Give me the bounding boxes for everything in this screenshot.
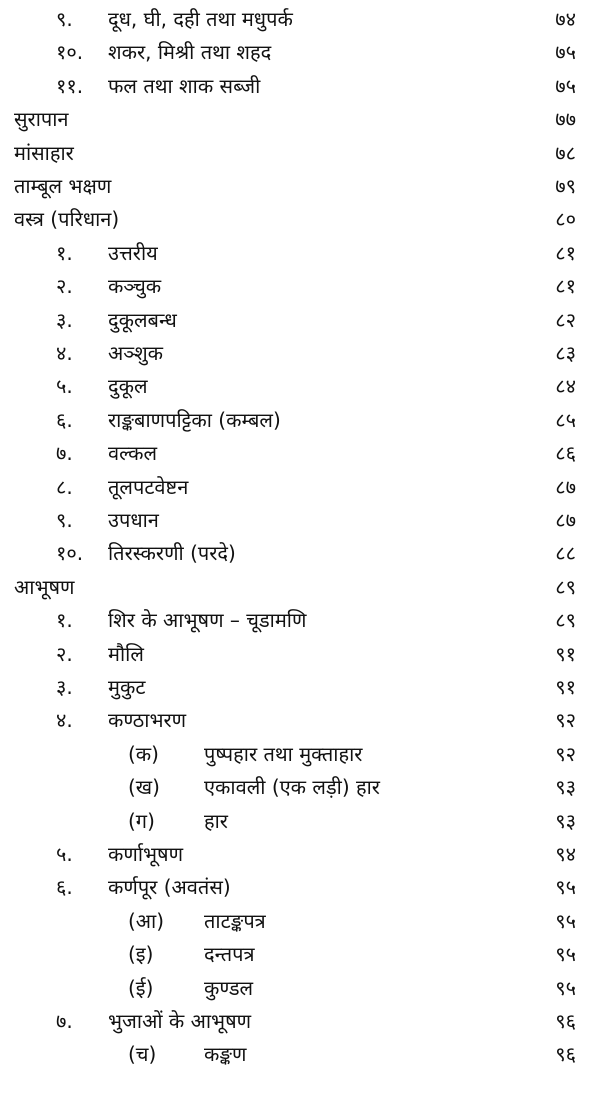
entry-page-number: ९६ bbox=[555, 1009, 576, 1033]
toc-entry bbox=[0, 237, 600, 270]
entry-number: ६. bbox=[56, 875, 73, 900]
toc-entry bbox=[0, 1038, 600, 1071]
entry-title: तिरस्करणी (परदे) bbox=[108, 541, 236, 566]
entry-number: ९. bbox=[56, 7, 73, 31]
toc-entry bbox=[0, 437, 600, 470]
entry-title: शिर के आभूषण – चूडामणि bbox=[108, 608, 307, 633]
entry-page-number: ८१ bbox=[555, 274, 576, 299]
entry-sub-label: (ख) bbox=[128, 775, 160, 800]
entry-title: कञ्चुक bbox=[108, 274, 162, 299]
entry-title: हार bbox=[204, 808, 228, 833]
entry-page-number: ७८ bbox=[555, 140, 576, 165]
toc-entry bbox=[0, 938, 600, 971]
entry-page-number: ८७ bbox=[555, 508, 576, 532]
entry-page-number: ७५ bbox=[555, 40, 576, 65]
toc-entry bbox=[0, 972, 600, 1005]
entry-page-number: ८३ bbox=[555, 341, 576, 365]
toc-entry bbox=[0, 571, 600, 604]
entry-page-number: ८९ bbox=[555, 574, 576, 599]
entry-page-number: ७७ bbox=[555, 107, 576, 132]
toc-entry bbox=[0, 638, 600, 671]
toc-entry bbox=[0, 871, 600, 904]
entry-title: सुरापान bbox=[14, 107, 69, 132]
entry-title: फल तथा शाक सब्जी bbox=[108, 73, 261, 98]
toc-entry bbox=[0, 103, 600, 136]
entry-number: ६. bbox=[56, 407, 73, 432]
entry-page-number: ८४ bbox=[555, 374, 576, 399]
entry-page-number: ८९ bbox=[555, 608, 576, 633]
toc-entry bbox=[0, 838, 600, 871]
toc-entry bbox=[0, 504, 600, 537]
entry-number: २. bbox=[56, 641, 73, 666]
entry-page-number: ९१ bbox=[555, 675, 576, 699]
entry-number: १. bbox=[56, 240, 73, 265]
toc-entry bbox=[0, 270, 600, 303]
toc-entry bbox=[0, 471, 600, 504]
entry-number: ७. bbox=[56, 441, 73, 466]
entry-sub-label: (ई) bbox=[128, 975, 154, 1000]
toc-entry bbox=[0, 370, 600, 403]
entry-number: ५. bbox=[56, 374, 73, 399]
toc-entry bbox=[0, 905, 600, 938]
entry-number: ३. bbox=[56, 307, 73, 332]
entry-page-number: ९३ bbox=[555, 775, 576, 800]
toc-entry bbox=[0, 170, 600, 203]
entry-title: दन्तपत्र bbox=[204, 942, 255, 967]
entry-page-number: ९६ bbox=[555, 1042, 576, 1067]
toc-entry bbox=[0, 738, 600, 771]
entry-number: ४. bbox=[56, 341, 73, 365]
entry-page-number: ७५ bbox=[555, 73, 576, 98]
entry-page-number: ९२ bbox=[555, 741, 576, 766]
toc-entry bbox=[0, 203, 600, 236]
entry-title: वस्त्र (परिधान) bbox=[14, 207, 120, 232]
entry-page-number: ८८ bbox=[555, 541, 576, 566]
entry-number: ५. bbox=[56, 842, 73, 866]
entry-page-number: ८२ bbox=[555, 307, 576, 332]
toc-entry bbox=[0, 137, 600, 170]
entry-number: ७. bbox=[56, 1009, 73, 1033]
entry-title: राङ्कबाणपट्टिका (कम्बल) bbox=[108, 407, 281, 432]
entry-title: वल्कल bbox=[108, 441, 158, 466]
entry-title: तूलपटवेष्टन bbox=[108, 474, 189, 499]
entry-page-number: ८५ bbox=[555, 407, 576, 432]
toc-entry bbox=[0, 70, 600, 103]
entry-title: पुष्पहार तथा मुक्ताहार bbox=[204, 741, 363, 766]
entry-sub-label: (च) bbox=[128, 1042, 157, 1067]
entry-sub-label: (ग) bbox=[128, 808, 155, 833]
entry-title: मौलि bbox=[108, 641, 144, 666]
entry-page-number: ८० bbox=[555, 207, 576, 232]
entry-page-number: ७९ bbox=[555, 174, 576, 198]
entry-title: ताम्बूल भक्षण bbox=[14, 174, 112, 198]
entry-number: २. bbox=[56, 274, 73, 299]
entry-page-number: ८६ bbox=[555, 441, 576, 466]
toc-entry bbox=[0, 36, 600, 69]
entry-number: १०. bbox=[56, 40, 84, 65]
entry-title: ताटङ्कपत्र bbox=[204, 908, 266, 933]
entry-page-number: ८७ bbox=[555, 474, 576, 499]
entry-number: ८. bbox=[56, 474, 73, 499]
entry-title: मांसाहार bbox=[14, 140, 74, 165]
toc-entry bbox=[0, 671, 600, 704]
entry-number: १. bbox=[56, 608, 73, 633]
entry-title: कर्णाभूषण bbox=[108, 842, 184, 866]
toc-entry bbox=[0, 1005, 600, 1038]
entry-number: ९. bbox=[56, 508, 73, 532]
entry-title: दुकूल bbox=[108, 374, 148, 399]
entry-sub-label: (इ) bbox=[128, 942, 154, 967]
entry-sub-label: (क) bbox=[128, 741, 159, 766]
entry-title: कङ्कण bbox=[204, 1042, 247, 1067]
entry-title: उपधान bbox=[108, 508, 159, 532]
entry-title: अञ्शुक bbox=[108, 341, 164, 365]
entry-number: ११. bbox=[56, 73, 84, 98]
entry-title: उत्तरीय bbox=[108, 240, 158, 265]
entry-title: दूध, घी, दही तथा मधुपर्क bbox=[108, 7, 293, 31]
entry-title: शकर, मिश्री तथा शहद bbox=[108, 40, 272, 65]
toc-entry bbox=[0, 704, 600, 737]
entry-page-number: ९२ bbox=[555, 708, 576, 733]
entry-page-number: ९५ bbox=[555, 975, 576, 1000]
entry-title: आभूषण bbox=[14, 574, 75, 599]
entry-number: ३. bbox=[56, 675, 73, 699]
toc-entry bbox=[0, 805, 600, 838]
entry-page-number: ९५ bbox=[555, 908, 576, 933]
entry-title: कुण्डल bbox=[204, 975, 254, 1000]
toc-entry bbox=[0, 537, 600, 570]
entry-title: मुकुट bbox=[108, 675, 146, 699]
entry-page-number: ९५ bbox=[555, 875, 576, 900]
entry-title: भुजाओं के आभूषण bbox=[108, 1009, 252, 1033]
entry-number: १०. bbox=[56, 541, 84, 566]
toc-entry bbox=[0, 3, 600, 36]
entry-title: एकावली (एक लड़ी) हार bbox=[204, 775, 380, 800]
entry-title: कर्णपूर (अवतंस) bbox=[108, 875, 231, 900]
entry-page-number: ९५ bbox=[555, 942, 576, 967]
toc-entry bbox=[0, 304, 600, 337]
entry-title: कण्ठाभरण bbox=[108, 708, 187, 733]
toc-entry bbox=[0, 337, 600, 370]
toc-entry bbox=[0, 404, 600, 437]
entry-number: ४. bbox=[56, 708, 73, 733]
entry-page-number: ९१ bbox=[555, 641, 576, 666]
entry-title: दुकूलबन्ध bbox=[108, 307, 177, 332]
entry-sub-label: (आ) bbox=[128, 908, 165, 933]
entry-page-number: ९३ bbox=[555, 808, 576, 833]
toc-entry bbox=[0, 771, 600, 804]
entry-page-number: ९४ bbox=[555, 842, 576, 866]
entry-page-number: ८१ bbox=[555, 240, 576, 265]
toc-entry bbox=[0, 604, 600, 637]
entry-page-number: ७४ bbox=[555, 7, 576, 31]
